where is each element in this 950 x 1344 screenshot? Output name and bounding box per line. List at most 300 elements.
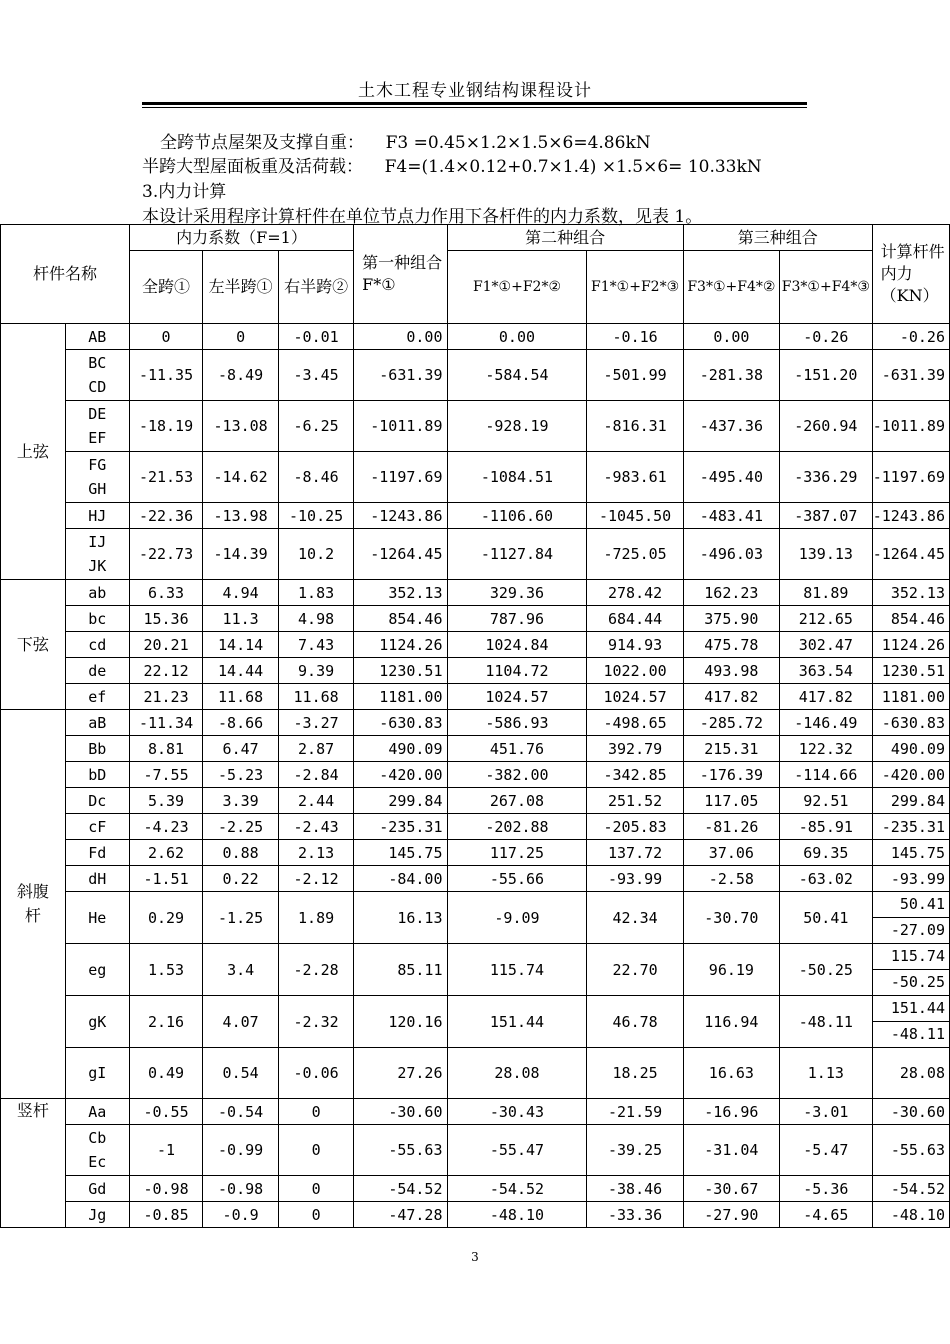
calc-force-cell: -1264.45 bbox=[872, 529, 949, 580]
member-name: AB bbox=[65, 324, 129, 350]
value-cell: -584.54 bbox=[447, 350, 587, 401]
calc-force-cell: 28.08 bbox=[872, 1048, 949, 1099]
value-cell: -22.36 bbox=[129, 503, 202, 529]
value-cell: 27.26 bbox=[354, 1048, 447, 1099]
value-cell: 10.2 bbox=[279, 529, 354, 580]
value-cell: 363.54 bbox=[780, 658, 873, 684]
calc-force-cell: 352.13 bbox=[872, 580, 949, 606]
value-cell: 1024.57 bbox=[587, 684, 683, 710]
value-cell: 2.13 bbox=[279, 840, 354, 866]
value-cell: -10.25 bbox=[279, 503, 354, 529]
value-cell: 11.68 bbox=[203, 684, 279, 710]
value-cell: 1024.84 bbox=[447, 632, 587, 658]
value-cell: -14.39 bbox=[203, 529, 279, 580]
calc-force-cell: -0.26 bbox=[872, 324, 949, 350]
value-cell: -33.36 bbox=[587, 1202, 683, 1228]
value-cell: 1.13 bbox=[780, 1048, 873, 1099]
value-cell: -1197.69 bbox=[354, 452, 447, 503]
value-cell: 3.39 bbox=[203, 788, 279, 814]
value-cell: 15.36 bbox=[129, 606, 202, 632]
calc-force-cell bbox=[872, 892, 949, 944]
header-rule-thick bbox=[142, 102, 807, 105]
value-cell: 0 bbox=[279, 1202, 354, 1228]
group-label: 斜腹杆 bbox=[1, 710, 66, 1099]
value-cell: 20.21 bbox=[129, 632, 202, 658]
value-cell: -14.62 bbox=[203, 452, 279, 503]
value-cell: -2.25 bbox=[203, 814, 279, 840]
member-name: FG GH bbox=[65, 452, 129, 503]
calc-force-cell: 490.09 bbox=[872, 736, 949, 762]
member-name: He bbox=[65, 892, 129, 944]
value-cell: -146.49 bbox=[780, 710, 873, 736]
table-row bbox=[1, 1048, 950, 1099]
table-row bbox=[1, 529, 950, 580]
value-cell: 0 bbox=[129, 324, 202, 350]
value-cell: 1.53 bbox=[129, 944, 202, 996]
value-cell: -0.9 bbox=[203, 1202, 279, 1228]
table-row bbox=[1, 606, 950, 632]
member-name: BC CD bbox=[65, 350, 129, 401]
member-name: eg bbox=[65, 944, 129, 996]
member-name: IJ JK bbox=[65, 529, 129, 580]
value-cell: 417.82 bbox=[683, 684, 779, 710]
value-cell: -202.88 bbox=[447, 814, 587, 840]
value-cell: 1.89 bbox=[279, 892, 354, 944]
value-cell: -725.05 bbox=[587, 529, 683, 580]
value-cell: 22.12 bbox=[129, 658, 202, 684]
value-cell: 37.06 bbox=[683, 840, 779, 866]
table-row bbox=[1, 996, 950, 1048]
value-cell: -27.90 bbox=[683, 1202, 779, 1228]
value-cell: 475.78 bbox=[683, 632, 779, 658]
value-cell: 92.51 bbox=[780, 788, 873, 814]
value-cell: -3.01 bbox=[780, 1099, 873, 1125]
text-f4-load: 半跨大型屋面板重及活荷载： F4=(1.4×0.12+0.7×1.4) ×1.5×6= 10.33kN bbox=[142, 157, 762, 177]
value-cell: -54.52 bbox=[447, 1176, 587, 1202]
value-cell: 451.76 bbox=[447, 736, 587, 762]
header-second-combo: 第二种组合 bbox=[447, 225, 683, 251]
value-cell: 493.98 bbox=[683, 658, 779, 684]
member-name: dH bbox=[65, 866, 129, 892]
table-row bbox=[1, 1099, 950, 1125]
member-name: ef bbox=[65, 684, 129, 710]
value-cell: -55.63 bbox=[354, 1125, 447, 1176]
value-cell: 0.00 bbox=[354, 324, 447, 350]
value-cell: -5.36 bbox=[780, 1176, 873, 1202]
value-cell: -205.83 bbox=[587, 814, 683, 840]
table-row bbox=[1, 1202, 950, 1228]
value-cell: -0.54 bbox=[203, 1099, 279, 1125]
value-cell: 4.94 bbox=[203, 580, 279, 606]
value-cell: -30.43 bbox=[447, 1099, 587, 1125]
value-cell: -114.66 bbox=[780, 762, 873, 788]
value-cell: -631.39 bbox=[354, 350, 447, 401]
header-right-half: 右半跨② bbox=[279, 251, 354, 324]
value-cell: 278.42 bbox=[587, 580, 683, 606]
value-cell: 392.79 bbox=[587, 736, 683, 762]
value-cell: 3.4 bbox=[203, 944, 279, 996]
value-cell: -151.20 bbox=[780, 350, 873, 401]
value-cell: -928.19 bbox=[447, 401, 587, 452]
value-cell: -336.29 bbox=[780, 452, 873, 503]
value-cell: -2.32 bbox=[279, 996, 354, 1048]
member-name: DE EF bbox=[65, 401, 129, 452]
table-row bbox=[1, 762, 950, 788]
calc-force-cell: -420.00 bbox=[872, 762, 949, 788]
value-cell: 1024.57 bbox=[447, 684, 587, 710]
value-cell: 96.19 bbox=[683, 944, 779, 996]
calc-force-tension: 50.41 bbox=[873, 892, 949, 918]
value-cell: 139.13 bbox=[780, 529, 873, 580]
value-cell: 81.89 bbox=[780, 580, 873, 606]
value-cell: 11.68 bbox=[279, 684, 354, 710]
member-name: cF bbox=[65, 814, 129, 840]
value-cell: 375.90 bbox=[683, 606, 779, 632]
value-cell: -50.25 bbox=[780, 944, 873, 996]
value-cell: -18.19 bbox=[129, 401, 202, 452]
value-cell: 120.16 bbox=[354, 996, 447, 1048]
value-cell: 16.13 bbox=[354, 892, 447, 944]
header-member-name: 杆件名称 bbox=[1, 225, 130, 324]
member-name: Fd bbox=[65, 840, 129, 866]
value-cell: -30.70 bbox=[683, 892, 779, 944]
value-cell: -30.60 bbox=[354, 1099, 447, 1125]
header-combo-c4: F3*①+F4*③ bbox=[780, 251, 873, 324]
value-cell: -63.02 bbox=[780, 866, 873, 892]
calc-force-cell: -93.99 bbox=[872, 866, 949, 892]
value-cell: 145.75 bbox=[354, 840, 447, 866]
value-cell: -437.36 bbox=[683, 401, 779, 452]
value-cell: 787.96 bbox=[447, 606, 587, 632]
value-cell: 18.25 bbox=[587, 1048, 683, 1099]
value-cell: -2.58 bbox=[683, 866, 779, 892]
table-row bbox=[1, 736, 950, 762]
value-cell: -420.00 bbox=[354, 762, 447, 788]
value-cell: 42.34 bbox=[587, 892, 683, 944]
table-row bbox=[1, 840, 950, 866]
calc-force-cell: -1011.89 bbox=[872, 401, 949, 452]
value-cell: -1.25 bbox=[203, 892, 279, 944]
value-cell: -38.46 bbox=[587, 1176, 683, 1202]
value-cell: -235.31 bbox=[354, 814, 447, 840]
value-cell: 352.13 bbox=[354, 580, 447, 606]
member-name: HJ bbox=[65, 503, 129, 529]
value-cell: 0 bbox=[279, 1176, 354, 1202]
value-cell: 69.35 bbox=[780, 840, 873, 866]
value-cell: 267.08 bbox=[447, 788, 587, 814]
group-label: 竖杆 bbox=[1, 1099, 66, 1228]
calc-force-cell: -54.52 bbox=[872, 1176, 949, 1202]
value-cell: -2.43 bbox=[279, 814, 354, 840]
member-name: Aa bbox=[65, 1099, 129, 1125]
page-number: 3 bbox=[471, 1250, 479, 1264]
value-cell: 5.39 bbox=[129, 788, 202, 814]
value-cell: -501.99 bbox=[587, 350, 683, 401]
value-cell: 251.52 bbox=[587, 788, 683, 814]
value-cell: 122.32 bbox=[780, 736, 873, 762]
table-row bbox=[1, 1176, 950, 1202]
value-cell: -1045.50 bbox=[587, 503, 683, 529]
value-cell: -13.08 bbox=[203, 401, 279, 452]
calc-force-tension: 151.44 bbox=[873, 996, 949, 1022]
header-rule-thin bbox=[142, 107, 807, 108]
value-cell: -8.66 bbox=[203, 710, 279, 736]
table-row bbox=[1, 503, 950, 529]
value-cell: 4.98 bbox=[279, 606, 354, 632]
value-cell: -816.31 bbox=[587, 401, 683, 452]
value-cell: -81.26 bbox=[683, 814, 779, 840]
value-cell: 854.46 bbox=[354, 606, 447, 632]
calc-force-cell: -630.83 bbox=[872, 710, 949, 736]
header-first-combo: 第一种组合F*① bbox=[354, 225, 447, 324]
value-cell: -483.41 bbox=[683, 503, 779, 529]
calc-force-compression: -50.25 bbox=[890, 973, 945, 991]
value-cell: 0 bbox=[279, 1125, 354, 1176]
value-cell: 116.94 bbox=[683, 996, 779, 1048]
value-cell: -93.99 bbox=[587, 866, 683, 892]
value-cell: 1181.00 bbox=[354, 684, 447, 710]
internal-force-table bbox=[0, 224, 950, 1228]
value-cell: -2.28 bbox=[279, 944, 354, 996]
value-cell: 7.43 bbox=[279, 632, 354, 658]
calc-force-cell: -48.10 bbox=[872, 1202, 949, 1228]
value-cell: -586.93 bbox=[447, 710, 587, 736]
value-cell: -47.28 bbox=[354, 1202, 447, 1228]
member-name: gI bbox=[65, 1048, 129, 1099]
value-cell: -1 bbox=[129, 1125, 202, 1176]
calc-force-compression: -48.11 bbox=[890, 1025, 945, 1043]
value-cell: 2.62 bbox=[129, 840, 202, 866]
value-cell: 14.14 bbox=[203, 632, 279, 658]
value-cell: -22.73 bbox=[129, 529, 202, 580]
header-coefficient: 内力系数（F=1） bbox=[129, 225, 353, 251]
table-row bbox=[1, 814, 950, 840]
calc-force-tension: 115.74 bbox=[873, 944, 949, 970]
value-cell: -983.61 bbox=[587, 452, 683, 503]
header-calc-force: 计算杆件内力（KN） bbox=[872, 225, 949, 324]
value-cell: 137.72 bbox=[587, 840, 683, 866]
value-cell: -0.99 bbox=[203, 1125, 279, 1176]
member-name: Bb bbox=[65, 736, 129, 762]
value-cell: -4.65 bbox=[780, 1202, 873, 1228]
value-cell: 6.33 bbox=[129, 580, 202, 606]
value-cell: 684.44 bbox=[587, 606, 683, 632]
value-cell: 115.74 bbox=[447, 944, 587, 996]
value-cell: 4.07 bbox=[203, 996, 279, 1048]
value-cell: 9.39 bbox=[279, 658, 354, 684]
value-cell: 329.36 bbox=[447, 580, 587, 606]
value-cell: -2.84 bbox=[279, 762, 354, 788]
value-cell: 28.08 bbox=[447, 1048, 587, 1099]
calc-force-cell: -631.39 bbox=[872, 350, 949, 401]
value-cell: -260.94 bbox=[780, 401, 873, 452]
table-row bbox=[1, 580, 950, 606]
value-cell: 85.11 bbox=[354, 944, 447, 996]
value-cell: -7.55 bbox=[129, 762, 202, 788]
value-cell: 50.41 bbox=[780, 892, 873, 944]
value-cell: -0.16 bbox=[587, 324, 683, 350]
header-combo-c2: F1*①+F2*③ bbox=[587, 251, 683, 324]
table-row bbox=[1, 866, 950, 892]
value-cell: 1230.51 bbox=[354, 658, 447, 684]
value-cell: -2.12 bbox=[279, 866, 354, 892]
value-cell: 914.93 bbox=[587, 632, 683, 658]
value-cell: -8.49 bbox=[203, 350, 279, 401]
table-row bbox=[1, 350, 950, 401]
value-cell: -1084.51 bbox=[447, 452, 587, 503]
value-cell: -5.47 bbox=[780, 1125, 873, 1176]
value-cell: -4.23 bbox=[129, 814, 202, 840]
calc-force-cell: 145.75 bbox=[872, 840, 949, 866]
value-cell: 0.22 bbox=[203, 866, 279, 892]
value-cell: -498.65 bbox=[587, 710, 683, 736]
value-cell: -3.45 bbox=[279, 350, 354, 401]
value-cell: -342.85 bbox=[587, 762, 683, 788]
value-cell: 0.49 bbox=[129, 1048, 202, 1099]
value-cell: -285.72 bbox=[683, 710, 779, 736]
member-name: bc bbox=[65, 606, 129, 632]
group-label: 上弦 bbox=[1, 324, 66, 580]
value-cell: 46.78 bbox=[587, 996, 683, 1048]
value-cell: 0 bbox=[279, 1099, 354, 1125]
value-cell: 0.29 bbox=[129, 892, 202, 944]
calc-force-cell: 1124.26 bbox=[872, 632, 949, 658]
value-cell: -21.53 bbox=[129, 452, 202, 503]
value-cell: -1.51 bbox=[129, 866, 202, 892]
calc-force-cell: 854.46 bbox=[872, 606, 949, 632]
calc-force-cell bbox=[872, 944, 949, 996]
value-cell: 2.44 bbox=[279, 788, 354, 814]
member-name: cd bbox=[65, 632, 129, 658]
member-name: ab bbox=[65, 580, 129, 606]
calc-force-cell: 1181.00 bbox=[872, 684, 949, 710]
group-label: 下弦 bbox=[1, 580, 66, 710]
value-cell: 0.54 bbox=[203, 1048, 279, 1099]
value-cell: -6.25 bbox=[279, 401, 354, 452]
value-cell: -85.91 bbox=[780, 814, 873, 840]
value-cell: 417.82 bbox=[780, 684, 873, 710]
document-header: 土木工程专业钢结构课程设计 bbox=[358, 81, 592, 101]
value-cell: 6.47 bbox=[203, 736, 279, 762]
calc-force-cell: -235.31 bbox=[872, 814, 949, 840]
value-cell: -5.23 bbox=[203, 762, 279, 788]
table-row bbox=[1, 944, 950, 996]
value-cell: 2.87 bbox=[279, 736, 354, 762]
value-cell: -176.39 bbox=[683, 762, 779, 788]
table-row bbox=[1, 892, 950, 944]
value-cell: 490.09 bbox=[354, 736, 447, 762]
calc-force-cell: -1197.69 bbox=[872, 452, 949, 503]
value-cell: 21.23 bbox=[129, 684, 202, 710]
member-name: Jg bbox=[65, 1202, 129, 1228]
value-cell: -281.38 bbox=[683, 350, 779, 401]
value-cell: -0.06 bbox=[279, 1048, 354, 1099]
value-cell: 11.3 bbox=[203, 606, 279, 632]
table-row bbox=[1, 1125, 950, 1176]
value-cell: 215.31 bbox=[683, 736, 779, 762]
header-combo-c1: F1*①+F2*② bbox=[447, 251, 587, 324]
member-name: Gd bbox=[65, 1176, 129, 1202]
value-cell: -55.47 bbox=[447, 1125, 587, 1176]
header-full-span: 全跨① bbox=[129, 251, 202, 324]
value-cell: -8.46 bbox=[279, 452, 354, 503]
value-cell: 1022.00 bbox=[587, 658, 683, 684]
calc-force-cell: 1230.51 bbox=[872, 658, 949, 684]
value-cell: -55.66 bbox=[447, 866, 587, 892]
value-cell: 0.00 bbox=[683, 324, 779, 350]
value-cell: -1106.60 bbox=[447, 503, 587, 529]
table-row bbox=[1, 452, 950, 503]
member-name: Cb Ec bbox=[65, 1125, 129, 1176]
value-cell: -0.98 bbox=[129, 1176, 202, 1202]
value-cell: 1.83 bbox=[279, 580, 354, 606]
text-table-intro: 本设计采用程序计算杆件在单位节点力作用下各杆件的内力系数，见表 1。 bbox=[142, 207, 703, 227]
value-cell: -84.00 bbox=[354, 866, 447, 892]
table-row bbox=[1, 324, 950, 350]
value-cell: -54.52 bbox=[354, 1176, 447, 1202]
value-cell: 0.00 bbox=[447, 324, 587, 350]
member-name: aB bbox=[65, 710, 129, 736]
value-cell: -0.85 bbox=[129, 1202, 202, 1228]
value-cell: -495.40 bbox=[683, 452, 779, 503]
value-cell: 22.70 bbox=[587, 944, 683, 996]
calc-force-cell: 299.84 bbox=[872, 788, 949, 814]
value-cell: -3.27 bbox=[279, 710, 354, 736]
value-cell: -382.00 bbox=[447, 762, 587, 788]
table-row bbox=[1, 401, 950, 452]
value-cell: 14.44 bbox=[203, 658, 279, 684]
calc-force-cell: -55.63 bbox=[872, 1125, 949, 1176]
value-cell: -1011.89 bbox=[354, 401, 447, 452]
value-cell: 162.23 bbox=[683, 580, 779, 606]
table-row bbox=[1, 788, 950, 814]
value-cell: -496.03 bbox=[683, 529, 779, 580]
value-cell: -21.59 bbox=[587, 1099, 683, 1125]
value-cell: 151.44 bbox=[447, 996, 587, 1048]
table-row bbox=[1, 658, 950, 684]
member-name: de bbox=[65, 658, 129, 684]
value-cell: -39.25 bbox=[587, 1125, 683, 1176]
value-cell: -0.98 bbox=[203, 1176, 279, 1202]
value-cell: 2.16 bbox=[129, 996, 202, 1048]
value-cell: 0.88 bbox=[203, 840, 279, 866]
value-cell: 16.63 bbox=[683, 1048, 779, 1099]
value-cell: 1124.26 bbox=[354, 632, 447, 658]
value-cell: -30.67 bbox=[683, 1176, 779, 1202]
value-cell: -1127.84 bbox=[447, 529, 587, 580]
value-cell: -0.01 bbox=[279, 324, 354, 350]
value-cell: 1104.72 bbox=[447, 658, 587, 684]
value-cell: 0 bbox=[203, 324, 279, 350]
text-f3-load: 全跨节点屋架及支撑自重： F3 =0.45×1.2×1.5×6=4.86kN bbox=[160, 133, 651, 153]
value-cell: -11.35 bbox=[129, 350, 202, 401]
value-cell: -0.26 bbox=[780, 324, 873, 350]
table-row bbox=[1, 684, 950, 710]
value-cell: -31.04 bbox=[683, 1125, 779, 1176]
member-name: bD bbox=[65, 762, 129, 788]
value-cell: -11.34 bbox=[129, 710, 202, 736]
value-cell: -0.55 bbox=[129, 1099, 202, 1125]
header-left-half: 左半跨① bbox=[203, 251, 279, 324]
value-cell: 8.81 bbox=[129, 736, 202, 762]
calc-force-cell bbox=[872, 996, 949, 1048]
calc-force-compression: -27.09 bbox=[890, 921, 945, 939]
value-cell: -48.11 bbox=[780, 996, 873, 1048]
member-name: gK bbox=[65, 996, 129, 1048]
calc-force-cell: -1243.86 bbox=[872, 503, 949, 529]
member-name: Dc bbox=[65, 788, 129, 814]
value-cell: -48.10 bbox=[447, 1202, 587, 1228]
